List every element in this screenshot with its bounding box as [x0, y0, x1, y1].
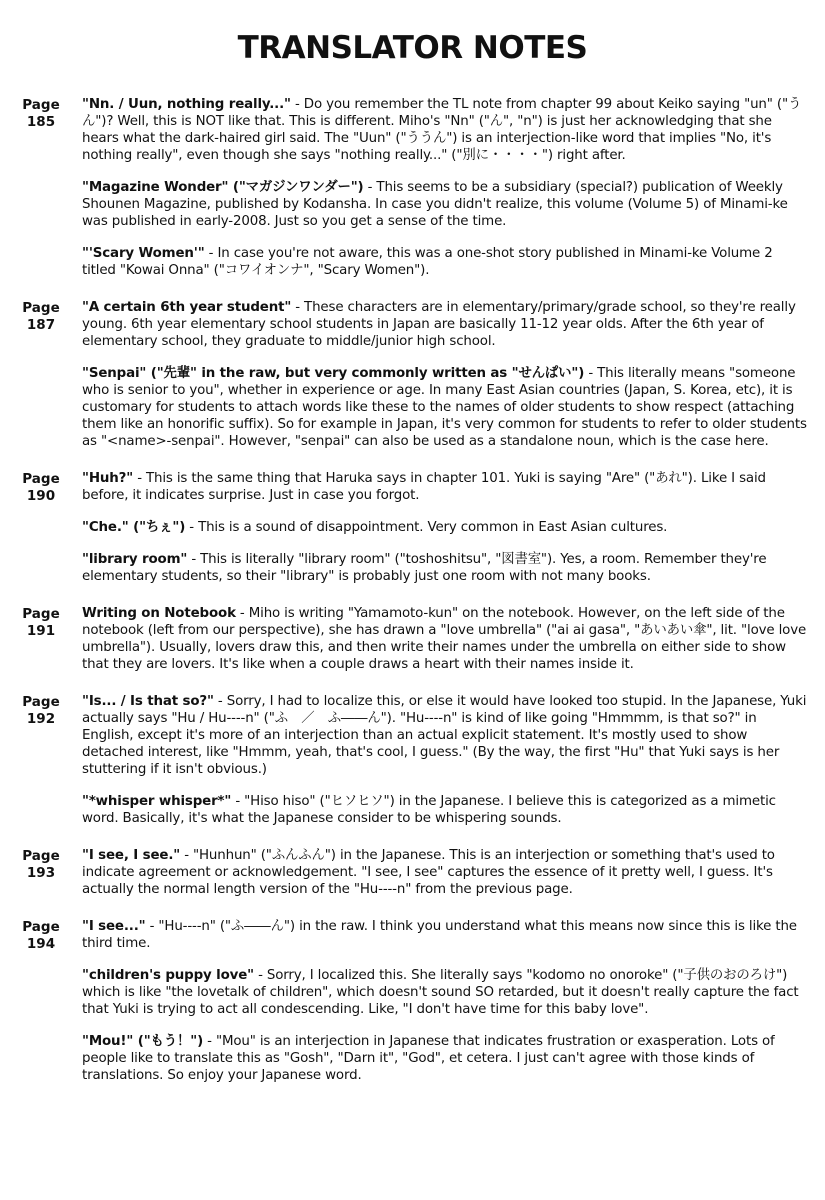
note-term: "*whisper whisper*" — [82, 794, 232, 809]
note-text: - This seems to be a subsidiary (special?) publication of Weekly Shounen Magazine, published by Kodansha. In case you didn't realize, this volume (Volume 5) of Minami-ke was published in early-2008. Just so you get a sense of the time. — [82, 180, 788, 229]
page-title: TRANSLATOR NOTES — [237, 30, 588, 66]
note-text: - "Mou" is an interjection in Japanese that indicates frustration or exasperation. Lots of people like to translate this as "Gosh", "Darn it", "God", et cetera. I just can't agree with those kinds of translations. So enjoy your Japanese word. — [82, 1034, 775, 1083]
note-term: "Mou!" ("もう！") — [82, 1034, 204, 1049]
note-term: "Nn. / Uun, nothing really..." — [82, 97, 291, 112]
page-reference — [0, 96, 82, 279]
note-section — [0, 918, 825, 1084]
note-text: - Sorry, I had to localize this, or else it would have looked too stupid. In the Japanese, Yuki actually says "Hu / Hu----n" ("ふ ／ ふ――ん"). "Hu----n" is kind of like going "Hmmmm, is that so?" in English, except it's more of an interjection than an actual explicit statement. It's mostly used to show detached interest, like "Hmmm, yeah, that's cool, I guess." (By the way, the first "Hu" that Yuki says is her stuttering if it isn't obvious.) — [82, 694, 807, 777]
note-entries — [82, 918, 809, 1084]
page-number: 190 — [26, 488, 56, 504]
note-entry — [82, 519, 809, 536]
note-entry — [82, 918, 809, 952]
note-text: - "Hunhun" ("ふんふん") in the Japanese. This is an interjection or something that's used to indicate agreement or acknowledgement. "I see, I see" captures the essence of it pretty well, I guess. It's actually the normal length version of the "Hu----n" from the previous page. — [82, 848, 775, 897]
note-entry — [82, 299, 809, 350]
note-entries — [82, 605, 809, 673]
note-entry — [82, 967, 809, 1018]
page-reference — [0, 918, 82, 1084]
page-reference — [0, 605, 82, 673]
note-term: "'Scary Women'" — [82, 246, 205, 261]
note-text: - "Hu----n" ("ふ――ん") in the raw. I think you understand what this means now since this is like the third time. — [82, 919, 797, 951]
note-section — [0, 470, 825, 585]
note-entry — [82, 693, 809, 778]
note-term: "library room" — [82, 552, 188, 567]
note-entry — [82, 1033, 809, 1084]
note-entry — [82, 847, 809, 898]
note-term: Writing on Notebook — [82, 606, 236, 621]
note-entry — [82, 365, 809, 450]
page-label-word: Page — [22, 694, 60, 710]
page-label-word: Page — [22, 606, 60, 622]
page-number: 191 — [26, 623, 56, 639]
note-text: - This is literally "library room" ("toshoshitsu", "図書室"). Yes, a room. Remember they're elementary students, so their "library" is probably just one room with not many books. — [82, 552, 767, 584]
page-number: 192 — [26, 711, 56, 727]
note-text: - This is a sound of disappointment. Very common in East Asian cultures. — [185, 520, 668, 535]
note-entry — [82, 793, 809, 827]
note-entry — [82, 179, 809, 230]
note-entry — [82, 245, 809, 279]
note-entries — [82, 847, 809, 898]
note-text: - In case you're not aware, this was a one-shot story published in Minami-ke Volume 2 titled "Kowai Onna" ("コワイオンナ", "Scary Women"). — [82, 246, 773, 278]
page-label-word: Page — [22, 919, 60, 935]
note-text: - "Hiso hiso" ("ヒソヒソ") in the Japanese. I believe this is categorized as a mimetic word. Basically, it's what the Japanese consider to be whispering sounds. — [82, 794, 776, 826]
note-term: "Senpai" ("先輩" in the raw, but very commonly written as "せんぱい") — [82, 366, 585, 381]
note-text: - This literally means "someone who is senior to you", whether in experience or age. In many East Asian countries (Japan, S. Korea, etc), it is customary for students to attach words like these to the names of older students to show respect (attaching them like an honorific suffix). So for example in Japan, it's very common for students to refer to older students as "<name>-senpai". However, "senpai" can also be used as a standalone noun, which is the case here. — [82, 366, 807, 449]
note-entry — [82, 96, 809, 164]
note-entry — [82, 551, 809, 585]
page-reference — [0, 693, 82, 827]
note-entry — [82, 605, 809, 673]
page-reference — [0, 847, 82, 898]
note-text: - Sorry, I localized this. She literally says "kodomo no onoroke" ("子供のおのろけ") which is like "the lovetalk of children", which doesn't sound SO retarded, but it doesn't really capture the fact that Yuki is trying to act all condescending. Like, "I don't have time for this baby love". — [82, 968, 799, 1017]
page-reference — [0, 299, 82, 450]
note-text: - Miho is writing "Yamamoto-kun" on the notebook. However, on the left side of the notebook (left from our perspective), she has drawn a "love umbrella" ("ai ai gasa", "あいあい傘", lit. "love love umbrella"). Usually, lovers draw this, and then write their names under the umbrella on either side to show that they are lovers. It's like when a couple draws a heart with their names inside it. — [82, 606, 807, 672]
page-number: 185 — [26, 114, 56, 130]
page-label-word: Page — [22, 471, 60, 487]
note-text: - This is the same thing that Haruka says in chapter 101. Yuki is saying "Are" ("あれ"). Like I said before, it indicates surprise. Just in case you forgot. — [82, 471, 766, 503]
note-term: "Huh?" — [82, 471, 134, 486]
note-term: "Is... / Is that so?" — [82, 694, 214, 709]
note-term: "A certain 6th year student" — [82, 300, 292, 315]
note-term: "I see, I see." — [82, 848, 181, 863]
note-text: - Do you remember the TL note from chapter 99 about Keiko saying "un" ("うん")? Well, this is NOT like that. This is different. Miho's "Nn" ("ん", "n") is just her acknowledging that she hears what the dark-haired girl said. The "Uun" ("ううん") is an interjection-like word that implies "No, it's nothing really", even though she says "nothing really..." ("別に・・・・") right after. — [82, 97, 802, 163]
note-entry — [82, 470, 809, 504]
note-term: "children's puppy love" — [82, 968, 254, 983]
page-number: 193 — [26, 865, 56, 881]
note-entries — [82, 299, 809, 450]
note-section — [0, 605, 825, 673]
note-term: "I see..." — [82, 919, 146, 934]
notes-list — [0, 96, 825, 1104]
note-entries — [82, 693, 809, 827]
page-label-word: Page — [22, 97, 60, 113]
page-label-word: Page — [22, 848, 60, 864]
note-text: - These characters are in elementary/primary/grade school, so they're really young. 6th year elementary school students in Japan are basically 11-12 year olds. After the 6th year of elementary school, they graduate to middle/junior high school. — [82, 300, 796, 349]
page-reference — [0, 470, 82, 585]
note-section — [0, 299, 825, 450]
page-label-word: Page — [22, 300, 60, 316]
note-term: "Magazine Wonder" ("マガジンワンダー") — [82, 180, 364, 195]
note-section — [0, 847, 825, 898]
note-entries — [82, 96, 809, 279]
note-section — [0, 96, 825, 279]
note-section — [0, 693, 825, 827]
note-term: "Che." ("ちぇ") — [82, 520, 186, 535]
page-number: 194 — [26, 936, 56, 952]
note-entries — [82, 470, 809, 585]
page-number: 187 — [26, 317, 56, 333]
